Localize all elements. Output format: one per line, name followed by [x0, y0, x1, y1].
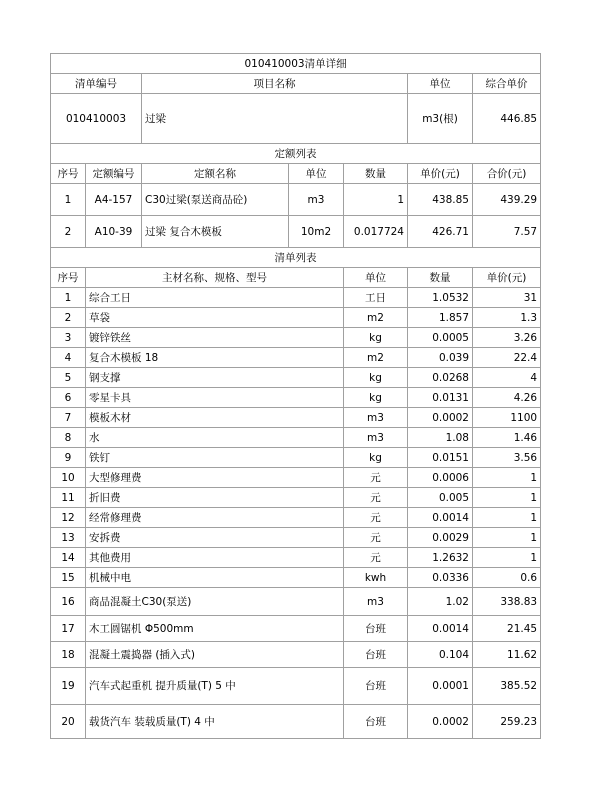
material-unit-price: 1	[473, 488, 541, 508]
material-qty: 0.039	[408, 348, 473, 368]
table-row	[51, 428, 541, 448]
material-name: 镀锌铁丝	[86, 328, 344, 348]
material-unit: 台班	[344, 705, 408, 739]
item-code: 010410003	[51, 94, 142, 144]
material-unit: kg	[344, 388, 408, 408]
material-qty: 0.0005	[408, 328, 473, 348]
material-unit: m3	[344, 428, 408, 448]
material-name: 综合工日	[86, 288, 344, 308]
material-name: 机械中电	[86, 568, 344, 588]
material-unit-price: 4	[473, 368, 541, 388]
table-row	[51, 528, 541, 548]
material-no: 7	[51, 408, 86, 428]
table-row	[51, 448, 541, 468]
table-row	[51, 408, 541, 428]
material-no: 13	[51, 528, 86, 548]
material-no: 1	[51, 288, 86, 308]
material-qty: 1.2632	[408, 548, 473, 568]
material-unit: m2	[344, 348, 408, 368]
table-row	[51, 548, 541, 568]
material-name: 复合木模板 18	[86, 348, 344, 368]
table-row	[51, 216, 541, 248]
material-qty: 0.0131	[408, 388, 473, 408]
material-no: 9	[51, 448, 86, 468]
material-qty: 0.0014	[408, 508, 473, 528]
material-no: 5	[51, 368, 86, 388]
material-unit: kwh	[344, 568, 408, 588]
material-name: 混凝土震捣器 (插入式)	[86, 642, 344, 668]
material-unit-price: 259.23	[473, 705, 541, 739]
material-unit: 元	[344, 508, 408, 528]
material-unit: 工日	[344, 288, 408, 308]
table-row	[51, 488, 541, 508]
quota-qty: 1	[344, 184, 408, 216]
material-unit-price: 0.6	[473, 568, 541, 588]
material-no: 15	[51, 568, 86, 588]
table-row	[51, 588, 541, 616]
header-name: 项目名称	[142, 74, 408, 94]
table-row	[51, 368, 541, 388]
material-qty: 0.005	[408, 488, 473, 508]
table-row	[51, 668, 541, 705]
header-unit: 单位	[408, 74, 473, 94]
quota-qty: 0.017724	[344, 216, 408, 248]
material-no: 17	[51, 616, 86, 642]
material-qty: 0.0006	[408, 468, 473, 488]
quota-unit-price: 426.71	[408, 216, 473, 248]
quota-col-total: 合价(元)	[473, 164, 541, 184]
table-row	[51, 348, 541, 368]
material-qty: 0.0014	[408, 616, 473, 642]
material-qty: 1.02	[408, 588, 473, 616]
material-section-title: 清单列表	[51, 248, 541, 268]
material-no: 8	[51, 428, 86, 448]
material-no: 10	[51, 468, 86, 488]
material-unit-price: 338.83	[473, 588, 541, 616]
item-unit: m3(根)	[408, 94, 473, 144]
quota-unit: m3	[289, 184, 344, 216]
material-unit-price: 11.62	[473, 642, 541, 668]
quota-header-row	[51, 164, 541, 184]
material-qty: 0.104	[408, 642, 473, 668]
material-name: 其他费用	[86, 548, 344, 568]
material-unit: kg	[344, 368, 408, 388]
material-unit: m3	[344, 408, 408, 428]
table-row	[51, 328, 541, 348]
material-name: 零星卡具	[86, 388, 344, 408]
material-unit: 台班	[344, 668, 408, 705]
material-qty: 0.0002	[408, 705, 473, 739]
material-col-no: 序号	[51, 268, 86, 288]
material-name: 汽车式起重机 提升质量(T) 5 中	[86, 668, 344, 705]
material-unit-price: 3.26	[473, 328, 541, 348]
material-name: 商品混凝土C30(泵送)	[86, 588, 344, 616]
material-name: 经常修理费	[86, 508, 344, 528]
material-qty: 0.0151	[408, 448, 473, 468]
material-name: 大型修理费	[86, 468, 344, 488]
quota-name: 过梁 复合木模板	[142, 216, 289, 248]
material-no: 3	[51, 328, 86, 348]
table-row	[51, 288, 541, 308]
table-row	[51, 388, 541, 408]
quota-name: C30过梁(泵送商品砼)	[142, 184, 289, 216]
material-unit-price: 1	[473, 528, 541, 548]
material-qty: 0.0002	[408, 408, 473, 428]
material-name: 安拆费	[86, 528, 344, 548]
material-unit: kg	[344, 328, 408, 348]
material-qty: 0.0029	[408, 528, 473, 548]
material-no: 19	[51, 668, 86, 705]
material-qty: 1.857	[408, 308, 473, 328]
material-unit-price: 1100	[473, 408, 541, 428]
material-name: 钢支撑	[86, 368, 344, 388]
table-title: 010410003清单详细	[51, 54, 541, 74]
material-unit-price: 1.3	[473, 308, 541, 328]
material-col-qty: 数量	[408, 268, 473, 288]
material-unit-price: 3.56	[473, 448, 541, 468]
quota-total: 7.57	[473, 216, 541, 248]
quota-col-name: 定额名称	[142, 164, 289, 184]
material-qty: 1.08	[408, 428, 473, 448]
material-unit-price: 31	[473, 288, 541, 308]
quota-total: 439.29	[473, 184, 541, 216]
material-no: 12	[51, 508, 86, 528]
material-unit-price: 1	[473, 508, 541, 528]
material-no: 6	[51, 388, 86, 408]
quota-col-unit-price: 单价(元)	[408, 164, 473, 184]
material-unit: m3	[344, 588, 408, 616]
material-name: 铁钉	[86, 448, 344, 468]
material-name: 木工圆锯机 Φ500mm	[86, 616, 344, 642]
material-unit-price: 21.45	[473, 616, 541, 642]
material-no: 20	[51, 705, 86, 739]
quota-no: 1	[51, 184, 86, 216]
material-col-name: 主材名称、规格、型号	[86, 268, 344, 288]
table-row	[51, 184, 541, 216]
quota-col-no: 序号	[51, 164, 86, 184]
material-unit: 元	[344, 488, 408, 508]
material-unit: m2	[344, 308, 408, 328]
material-unit: 台班	[344, 642, 408, 668]
header-code: 清单编号	[51, 74, 142, 94]
quota-col-qty: 数量	[344, 164, 408, 184]
table-row	[51, 705, 541, 739]
material-unit: 元	[344, 468, 408, 488]
quota-col-unit: 单位	[289, 164, 344, 184]
table-row	[51, 568, 541, 588]
table-row	[51, 616, 541, 642]
material-name: 折旧费	[86, 488, 344, 508]
material-header-row	[51, 268, 541, 288]
material-no: 11	[51, 488, 86, 508]
item-price: 446.85	[473, 94, 541, 144]
material-unit: 元	[344, 528, 408, 548]
quota-no: 2	[51, 216, 86, 248]
material-unit: 台班	[344, 616, 408, 642]
table-row	[51, 308, 541, 328]
material-unit: 元	[344, 548, 408, 568]
material-no: 18	[51, 642, 86, 668]
table-row	[51, 508, 541, 528]
material-unit-price: 1	[473, 548, 541, 568]
item-name: 过梁	[142, 94, 408, 144]
material-name: 水	[86, 428, 344, 448]
quota-col-code: 定额编号	[86, 164, 142, 184]
table-row	[51, 642, 541, 668]
material-unit-price: 385.52	[473, 668, 541, 705]
material-unit-price: 4.26	[473, 388, 541, 408]
material-no: 2	[51, 308, 86, 328]
material-qty: 0.0001	[408, 668, 473, 705]
material-no: 4	[51, 348, 86, 368]
material-col-unit: 单位	[344, 268, 408, 288]
table-row	[51, 468, 541, 488]
material-name: 模板木材	[86, 408, 344, 428]
material-qty: 0.0336	[408, 568, 473, 588]
quota-code: A4-157	[86, 184, 142, 216]
material-no: 14	[51, 548, 86, 568]
material-qty: 1.0532	[408, 288, 473, 308]
material-unit-price: 1	[473, 468, 541, 488]
material-unit-price: 22.4	[473, 348, 541, 368]
header-price: 综合单价	[473, 74, 541, 94]
material-unit-price: 1.46	[473, 428, 541, 448]
material-qty: 0.0268	[408, 368, 473, 388]
quota-section-title: 定额列表	[51, 144, 541, 164]
quota-code: A10-39	[86, 216, 142, 248]
material-no: 16	[51, 588, 86, 616]
material-name: 草袋	[86, 308, 344, 328]
quota-unit-price: 438.85	[408, 184, 473, 216]
material-unit: kg	[344, 448, 408, 468]
bill-detail-table	[50, 53, 541, 739]
material-name: 载货汽车 装载质量(T) 4 中	[86, 705, 344, 739]
quota-unit: 10m2	[289, 216, 344, 248]
material-col-unit-price: 单价(元)	[473, 268, 541, 288]
